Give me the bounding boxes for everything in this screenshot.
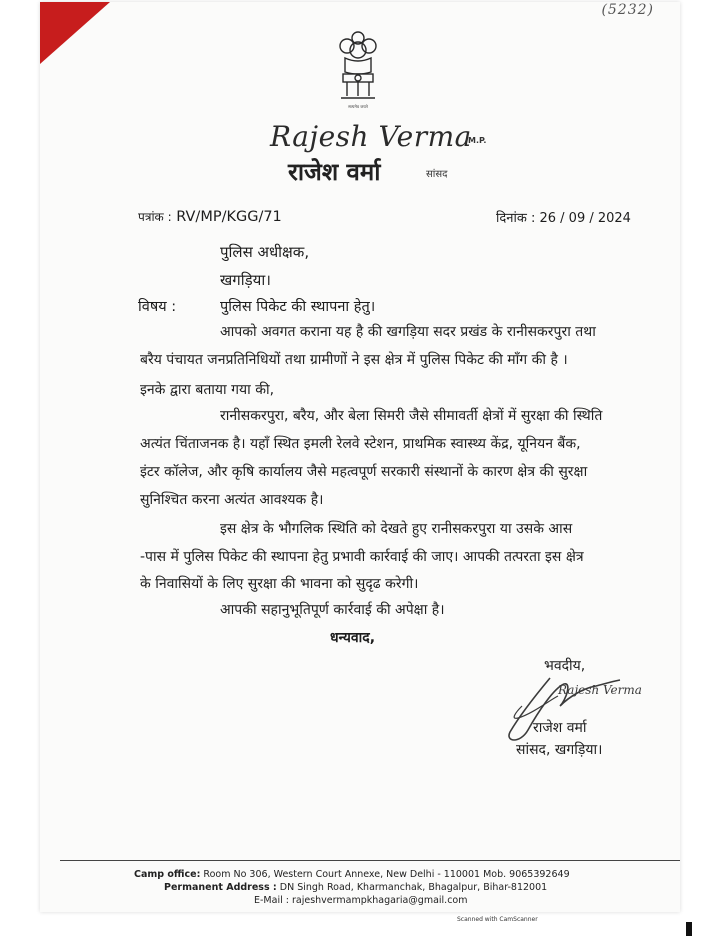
addressee-line-1: पुलिस अधीक्षक,	[220, 243, 310, 261]
svg-text:सत्यमेव जयते: सत्यमेव जयते	[348, 104, 368, 109]
signatory-title: सांसद, खगड़िया।	[516, 742, 603, 758]
reference-number	[138, 208, 282, 225]
edge-mark	[686, 922, 692, 936]
svg-text:Rajesh Verma: Rajesh Verma	[558, 683, 642, 697]
subject-text: पुलिस पिकेट की स्थापना हेतु।	[220, 299, 376, 315]
reference-label: पत्रांक :	[138, 210, 172, 224]
red-corner-mark	[40, 2, 110, 64]
date-value: 26 / 09 / 2024	[539, 211, 631, 226]
body-line: इनके द्वारा बताया गया की,	[140, 382, 275, 398]
footer-divider	[60, 860, 680, 861]
camp-label: Camp office:	[134, 869, 201, 880]
thanks-line: धन्यवाद,	[330, 630, 376, 646]
letterhead-mp-suffix: M.P.	[468, 136, 487, 145]
body-line: आपकी सहानुभूतिपूर्ण कार्रवाई की अपेक्षा है।	[220, 602, 445, 618]
email-label: E-Mail :	[254, 895, 289, 906]
letter-page	[40, 2, 680, 912]
body-line: सुनिश्चित करना अत्यंत आवश्यक है।	[140, 492, 324, 508]
letterhead-name-script: Rajesh Verma	[270, 120, 472, 153]
date-label: दिनांक :	[496, 211, 536, 226]
footer-camp-office	[134, 869, 570, 880]
reference-value: RV/MP/KGG/71	[176, 209, 282, 225]
addressee-line-2: खगड़िया।	[220, 271, 271, 289]
perm-label: Permanent Address :	[164, 882, 277, 893]
letterhead-name-hindi: राजेश वर्मा	[288, 158, 381, 186]
perm-text: DN Singh Road, Kharmanchak, Bhagalpur, Bihar-812001	[279, 882, 548, 893]
scanner-watermark: Scanned with CamScanner	[457, 916, 538, 923]
signatory-name: राजेश वर्मा	[533, 720, 587, 736]
letter-date	[496, 208, 631, 226]
body-line: के निवासियों के लिए सुरक्षा की भावना को सुदृढ करेगी।	[140, 576, 419, 592]
email-text: rajeshvermampkhagaria@gmail.com	[291, 895, 468, 906]
subject-label: विषय :	[138, 299, 177, 315]
body-line: इस क्षेत्र के भौगलिक स्थिति को देखते हुए रानीसकरपुरा या उसके आस	[220, 521, 573, 537]
body-line: बरैय पंचायत जनप्रतिनिधियों तथा ग्रामीणों ने इस क्षेत्र में पुलिस पिकेट की माँग की है ।	[140, 352, 568, 368]
camp-text: Room No 306, Western Court Annexe, New Delhi - 110001 Mob. 9065392649	[203, 869, 570, 880]
body-line: अत्यंत चिंताजनक है। यहाँ स्थित इमली रेलवे स्टेशन, प्राथमिक स्वास्थ्य केंद्र, यूनियन बैंक,	[140, 436, 581, 452]
body-line: इंटर कॉलेज, और कृषि कार्यालय जैसे महत्वपूर्ण सरकारी संस्थानों के कारण क्षेत्र की सुरक्षा	[140, 464, 588, 480]
letterhead-title-hindi: सांसद	[426, 169, 448, 180]
body-line: आपको अवगत कराना यह है की खगड़िया सदर प्रखंड के रानीसकरपुरा तथा	[220, 324, 596, 340]
handwritten-ref-number: (5232)	[601, 2, 654, 18]
national-emblem-icon	[335, 28, 381, 112]
body-line: -पास में पुलिस पिकेट की स्थापना हेतु प्रभावी कार्रवाई की जाए। आपकी तत्परता इस क्षेत्र	[140, 549, 584, 565]
closing-yours: भवदीय,	[544, 658, 586, 674]
footer-permanent-address	[164, 882, 547, 893]
footer-email	[254, 895, 468, 906]
body-line: रानीसकरपुरा, बरैय, और बेला सिमरी जैसे सीमावर्ती क्षेत्रों में सुरक्षा की स्थिति	[220, 408, 603, 424]
